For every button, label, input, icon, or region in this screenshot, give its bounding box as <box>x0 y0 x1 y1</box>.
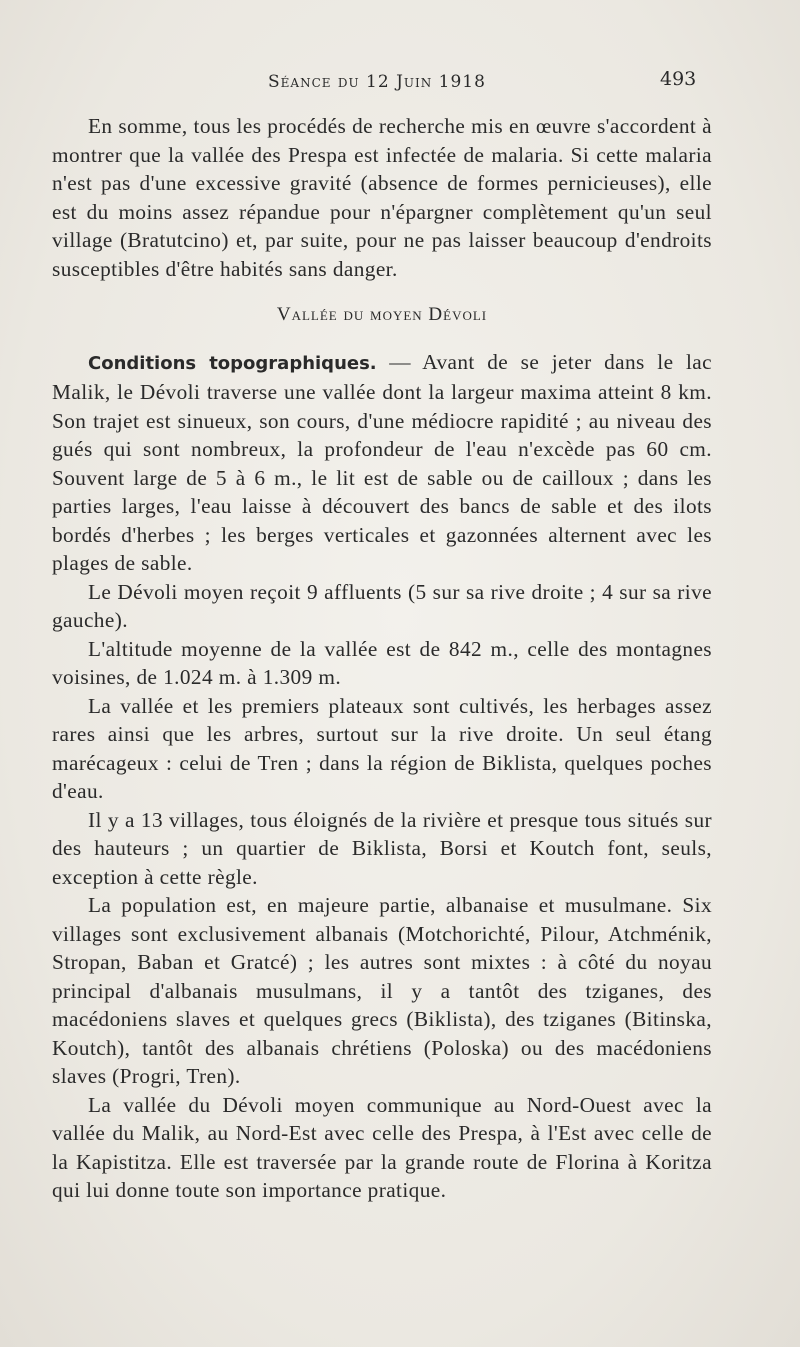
running-title: Séance du 12 Juin 1918 <box>268 72 486 92</box>
paragraph-topography <box>52 348 712 578</box>
paragraph-communication: La vallée du Dévoli moyen communique au Nord-Ouest avec la vallée du Malik, au Nord-Est avec celle des Prespa, à l'Est avec celle de la Kapistitza. Elle est traversée par la grande route de Florina à Koritza qui lui donne toute son importance pratique. <box>52 1092 712 1202</box>
paragraph-population: La population est, en majeure partie, albanaise et musulmane. Six villages sont exclusivement albanais (Motchorichté, Pilour, Atchménik, Stropan, Baban et Gratcé) ; les autres sont mixtes : à côté du noyau principal d'albanais musulmans, il y a tantôt des tziganes, des macédoniens slaves et quelques grecs (Biklista), des tziganes (Bitinska, Koutch), tantôt des albanais chrétiens (Poloska) ou des macédoniens slaves (Progri, Tren). <box>52 893 712 1088</box>
paragraph-tributaries: Le Dévoli moyen reçoit 9 affluents (5 sur sa rive droite ; 4 sur sa rive gauche). <box>52 579 712 632</box>
page-header <box>0 68 800 98</box>
section-heading: Vallée du moyen Dévoli <box>276 304 488 325</box>
body-text <box>52 112 712 1205</box>
paragraph-vegetation: La vallée et les premiers plateaux sont cultivés, les herbages assez rares ainsi que les arbres, surtout sur la rive droite. Un seul étang marécageux : celui de Tren ; dans la région de Biklista, quelques poches d'eau. <box>52 693 712 803</box>
paragraph-topography-text: — Avant de se jeter dans le lac Malik, le Dévoli traverse une vallée dont la largeur maxima atteint 8 km. Son trajet est sinueux, son cours, d'une médiocre rapidité ; au niveau des gués qui sont nombreux, la profondeur de l'eau n'excède pas 60 cm. Souvent large de 5 à 6 m., le lit est de sable ou de cailloux ; dans les parties larges, l'eau laisse à découvert des bancs de sable et des ilots bordés d'herbes ; les berges verticales et gazonnées alternent avec les plages de sable. <box>52 349 712 575</box>
paragraph-conclusion: En somme, tous les procédés de recherche mis en œuvre s'accordent à montrer que la vallée des Prespa est infectée de malaria. Si cette malaria n'est pas d'une excessive gravité (absence de formes pernicieuses), elle est du moins assez répandue pour n'épargner complètement qu'un seul village (Bratutcino) et, par suite, pour ne pas laisser beaucoup d'endroits susceptibles d'être habités sans danger. <box>52 114 712 281</box>
lead-label: Conditions topographiques. <box>88 352 377 374</box>
page-number: 493 <box>660 68 697 90</box>
paragraph-altitude: L'altitude moyenne de la vallée est de 842 m., celle des montagnes voisines, de 1.024 m. à 1.309 m. <box>52 636 712 689</box>
paragraph-villages: Il y a 13 villages, tous éloignés de la rivière et presque tous situés sur des hauteurs ; un quartier de Biklista, Borsi et Koutch font, seuls, exception à cette règle. <box>52 807 712 889</box>
